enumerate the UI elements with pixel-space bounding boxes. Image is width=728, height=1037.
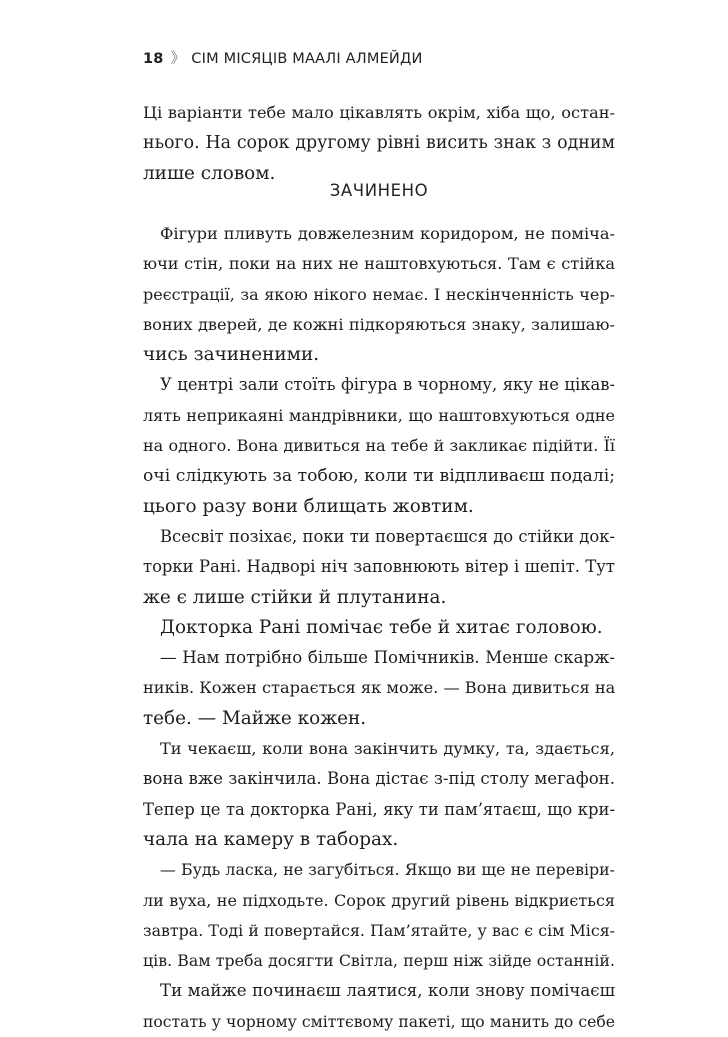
book-title: СІМ МІСЯЦІВ МААЛІ АЛМЕЙДИ [191, 51, 423, 67]
text-line: торки Рані. Надворі ніч заповнюють вітер і шепіт. Тут [143, 557, 615, 577]
intro-paragraph [143, 98, 615, 189]
text-line: Ти чекаєш, коли вона закінчить думку, та, здається, [160, 739, 615, 759]
text-line: Тепер це та докторка Рані, яку ти пам’ятаєш, що кри- [143, 799, 615, 819]
text-line: У центрі зали стоїть фігура в чорному, яку не цікав- [160, 375, 615, 395]
text-line: постать у чорному сміттєвому пакеті, що манить до себе [143, 1012, 615, 1031]
running-head [143, 47, 423, 68]
text-line: же є лише стійки й плутанина. [143, 586, 447, 608]
text-line: Ти майже починаєш лаятися, коли знову помічаєш [160, 981, 615, 1001]
text-line: ців. Вам треба досягти Світла, перш ніж зійде останній. [143, 951, 615, 971]
page-number: 18 [143, 51, 164, 67]
running-head-separator: 》 [170, 51, 186, 67]
text-line: завтра. Тоді й повертайся. Пам’ятайте, у вас є сім Міся- [143, 920, 615, 940]
text-line: очі слідкують за тобою, коли ти відпливаєш подалі; [143, 466, 615, 487]
text-line: Докторка Рані помічає тебе й хитає головою. [160, 616, 603, 638]
text-line: — Будь ласка, не загубіться. Якщо ви ще не перевіри- [160, 860, 615, 880]
text-line: лять неприкаяні мандрівники, що наштовхуються одне [143, 405, 615, 425]
body-text [143, 219, 615, 1037]
text-line: лише словом. [143, 162, 276, 184]
text-line: ли вуха, не підходьте. Сорок другий рівень відкриється [143, 890, 615, 910]
sign-heading: ЗАЧИНЕНО [329, 181, 429, 200]
text-line: чала на камеру в таборах. [143, 828, 399, 850]
text-line: вона вже закінчила. Вона дістає з-під столу мегафон. [143, 769, 616, 789]
text-line: реєстрації, за якою нікого немає. І нескінченність чер- [143, 284, 615, 304]
text-line: тебе. — Майже кожен. [143, 707, 367, 729]
text-line: чись зачиненими. [143, 344, 320, 366]
text-line: Всесвіт позіхає, поки ти повертаєшся до стійки док- [160, 526, 615, 546]
text-line: воних дверей, де кожні підкоряються знаку, залишаю- [143, 314, 615, 334]
text-line: на одного. Вона дивиться на тебе й закликає підійти. Її [143, 436, 615, 456]
text-line: нього. На сорок другому рівні висить знак з одним [143, 133, 615, 154]
text-line: цього разу вони блищать жовтим. [143, 495, 474, 517]
text-line: Фігури пливуть довжелезним коридором, не поміча- [160, 224, 615, 243]
text-line: Ці варіанти тебе мало цікавлять окрім, хіба що, остан- [143, 103, 615, 122]
text-line: ників. Кожен старається як може. — Вона дивиться на [143, 678, 616, 698]
text-line: ючи стін, поки на них не наштовхуються. Там є стійка [143, 254, 615, 274]
text-line: — Нам потрібно більше Помічників. Менше скарж- [160, 648, 615, 668]
